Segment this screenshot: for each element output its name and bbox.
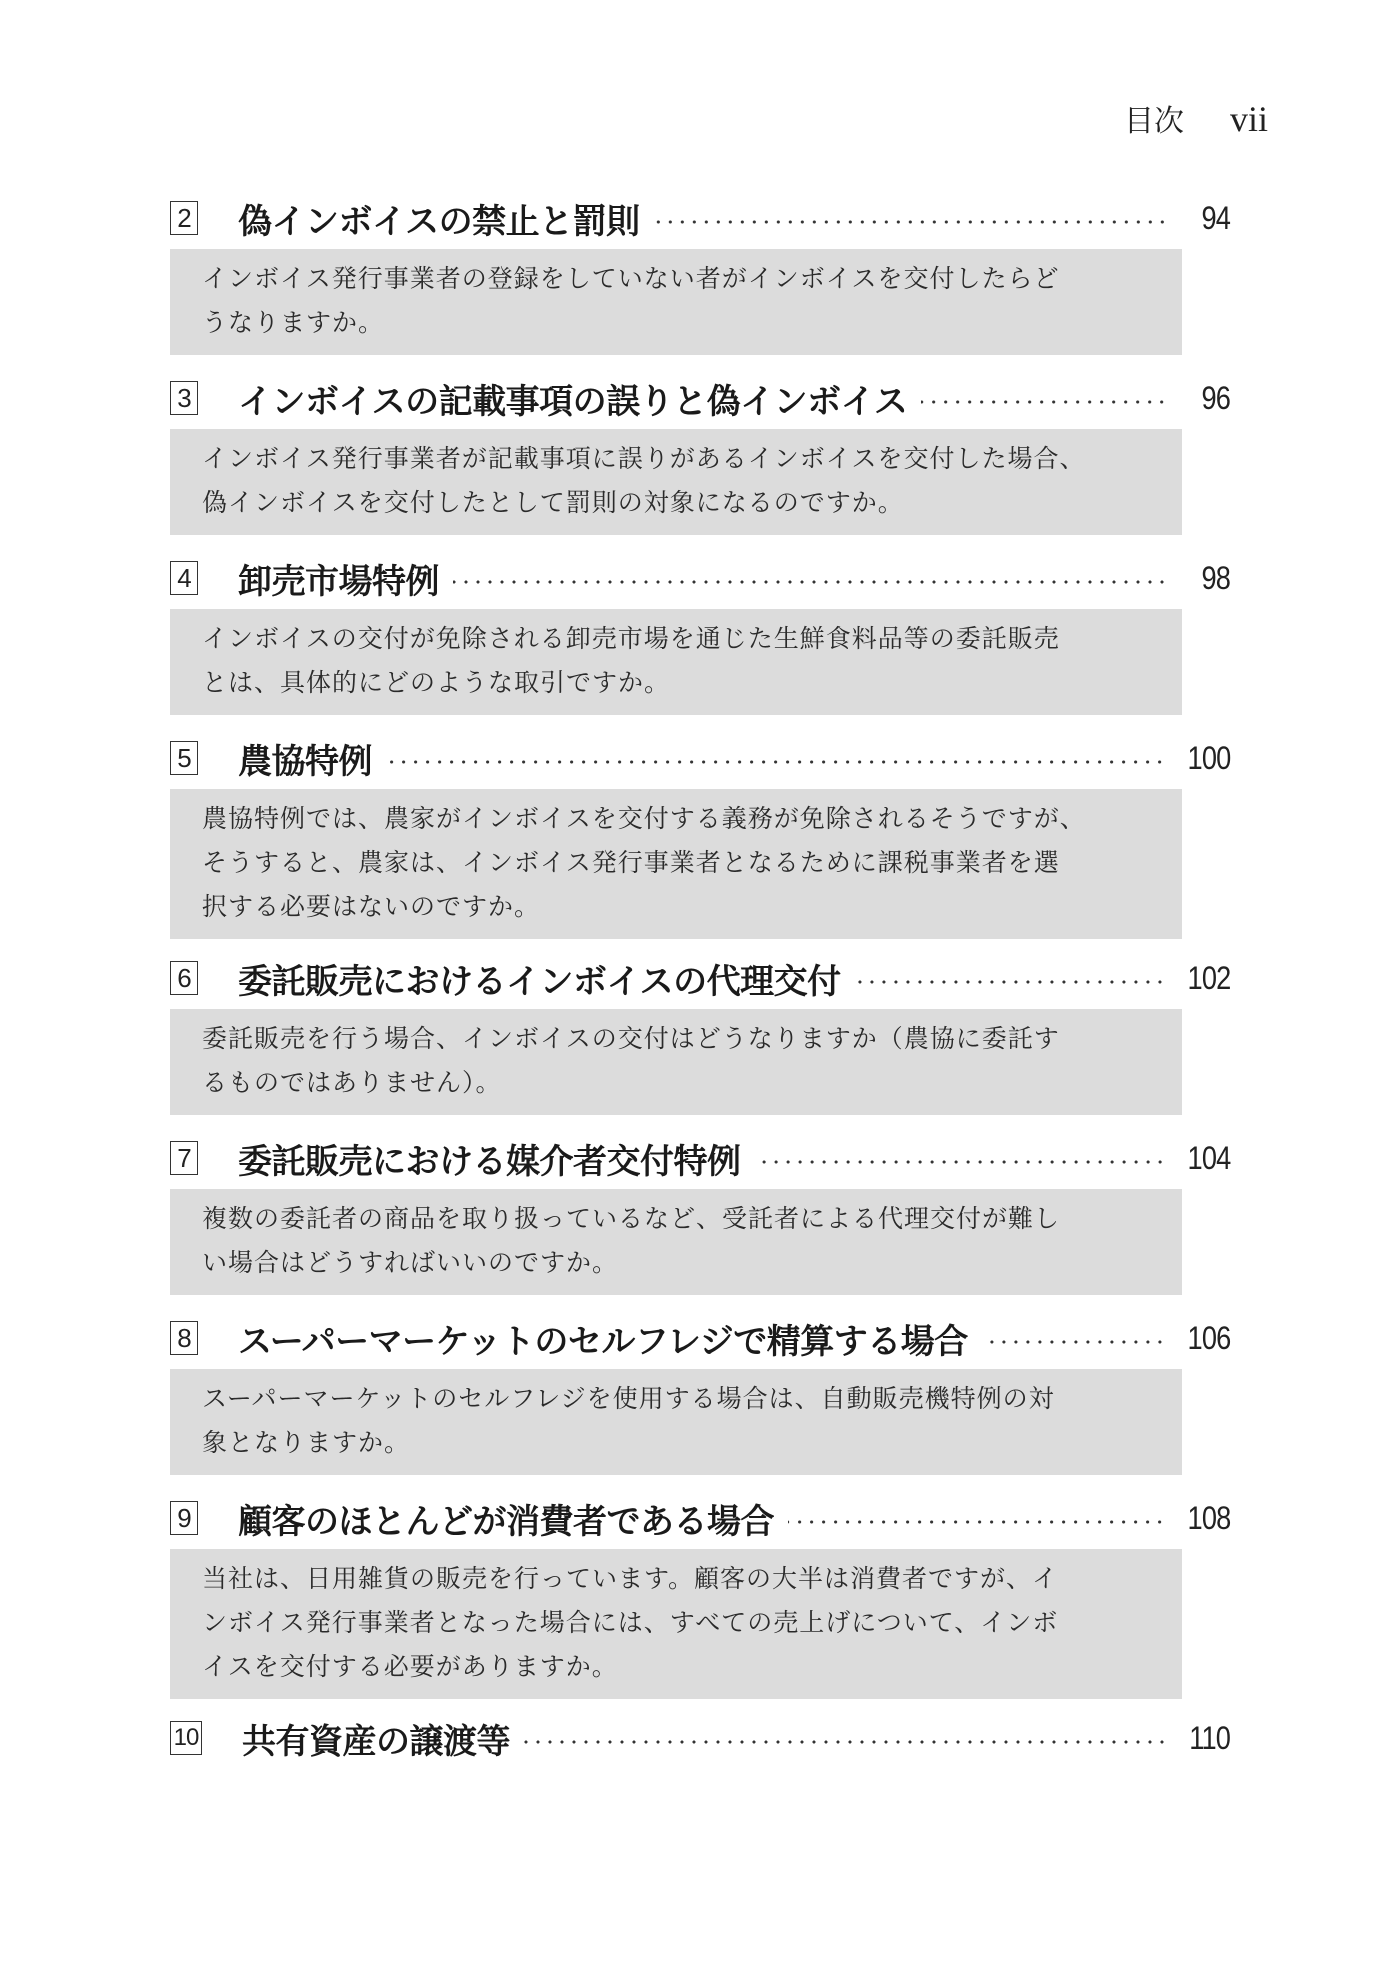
section-title: 委託販売における媒介者交付特例 xyxy=(238,1141,741,1182)
question-line: 農協特例では、農家がインボイスを交付する義務が免除されるそうですが、 xyxy=(202,804,1086,833)
toc-entry-heading[interactable] xyxy=(170,371,1230,425)
section-title: 共有資産の譲渡等 xyxy=(242,1721,510,1762)
toc-entry-heading[interactable] xyxy=(170,731,1230,785)
section-number-box: 8 xyxy=(170,1321,198,1355)
section-title: 委託販売におけるインボイスの代理交付 xyxy=(238,961,841,1002)
dot-leader xyxy=(921,399,1168,405)
toc-entry xyxy=(170,1311,1230,1475)
toc-entry xyxy=(170,731,1230,939)
question-line: 象となりますか。 xyxy=(202,1428,411,1457)
running-head-page-number: vii xyxy=(1229,99,1268,139)
section-number-box: 3 xyxy=(170,381,198,415)
dot-leader xyxy=(755,1159,1166,1165)
question-line: うなりますか。 xyxy=(202,308,385,337)
running-head-title: 目次 xyxy=(1123,104,1184,139)
section-number-box: 9 xyxy=(170,1501,198,1535)
question-line: 当社は、日用雑貨の販売を行っています。顧客の大半は消費者ですが、イ xyxy=(202,1564,1059,1593)
toc-entry-heading[interactable] xyxy=(170,551,1230,605)
section-number-box: 10 xyxy=(170,1721,202,1755)
question-line: い場合はどうすればいいのですか。 xyxy=(202,1248,619,1277)
section-title: 顧客のほとんどが消費者である場合 xyxy=(238,1501,774,1542)
toc-entry-heading[interactable] xyxy=(170,1491,1230,1545)
toc-entry xyxy=(170,191,1230,355)
section-title: 農協特例 xyxy=(238,741,372,782)
question-line: ンボイス発行事業者となった場合には、すべての売上げについて、インボ xyxy=(202,1608,1059,1637)
question-line: とは、具体的にどのような取引ですか。 xyxy=(202,668,671,697)
page-number: 102 xyxy=(1187,959,1230,996)
question-box xyxy=(170,1369,1182,1475)
running-head xyxy=(1124,96,1268,140)
toc-entry-heading[interactable] xyxy=(170,1311,1230,1365)
dot-leader xyxy=(855,979,1166,985)
dot-leader xyxy=(386,759,1166,765)
question-box xyxy=(170,1549,1182,1699)
question-line: 委託販売を行う場合、インボイスの交付はどうなりますか（農協に委託す xyxy=(202,1024,1060,1053)
toc-entry xyxy=(170,371,1230,535)
dot-leader xyxy=(453,579,1168,585)
question-box xyxy=(170,609,1182,715)
section-title: スーパーマーケットのセルフレジで精算する場合 xyxy=(238,1321,968,1362)
question-line: インボイスの交付が免除される卸売市場を通じた生鮮食料品等の委託販売 xyxy=(202,624,1060,653)
dot-leader xyxy=(524,1739,1168,1745)
toc-entry xyxy=(170,1491,1230,1699)
toc-entry xyxy=(170,1711,1230,1765)
question-line: インボイス発行事業者が記載事項に誤りがあるインボイスを交付した場合、 xyxy=(202,444,1086,473)
toc-entry-heading[interactable] xyxy=(170,191,1230,245)
toc-entry xyxy=(170,1131,1230,1295)
page-number: 94 xyxy=(1201,199,1230,236)
question-box xyxy=(170,249,1182,355)
page-number: 98 xyxy=(1201,559,1230,596)
toc-entry-heading[interactable] xyxy=(170,1131,1230,1185)
page-number: 106 xyxy=(1187,1319,1230,1356)
dot-leader xyxy=(788,1519,1166,1525)
section-number-box: 5 xyxy=(170,741,198,775)
question-line: イスを交付する必要がありますか。 xyxy=(202,1652,618,1681)
question-box xyxy=(170,429,1182,535)
page-number: 110 xyxy=(1189,1719,1230,1756)
page-number: 100 xyxy=(1187,739,1230,776)
section-number-box: 4 xyxy=(170,561,198,595)
section-title: インボイスの記載事項の誤りと偽インボイス xyxy=(238,381,908,422)
question-box xyxy=(170,789,1182,939)
section-title: 偽インボイスの禁止と罰則 xyxy=(238,201,640,242)
question-line: 択する必要はないのですか。 xyxy=(202,892,541,921)
question-line: インボイス発行事業者の登録をしていない者がインボイスを交付したらど xyxy=(202,264,1060,293)
section-number-box: 6 xyxy=(170,961,198,995)
toc-entry-heading[interactable] xyxy=(170,951,1230,1005)
toc-entry-heading[interactable] xyxy=(170,1711,1230,1765)
question-line: 偽インボイスを交付したとして罰則の対象になるのですか。 xyxy=(202,488,904,517)
question-line: スーパーマーケットのセルフレジを使用する場合は、自動販売機特例の対 xyxy=(202,1384,1055,1413)
page-number: 104 xyxy=(1187,1139,1230,1176)
section-title: 卸売市場特例 xyxy=(238,561,439,602)
section-number-box: 7 xyxy=(170,1141,198,1175)
question-line: そうすると、農家は、インボイス発行事業者となるために課税事業者を選 xyxy=(202,848,1060,877)
dot-leader xyxy=(654,219,1168,225)
question-box xyxy=(170,1009,1182,1115)
dot-leader xyxy=(982,1339,1166,1345)
question-box xyxy=(170,1189,1182,1295)
section-number-box: 2 xyxy=(170,201,198,235)
page-number: 96 xyxy=(1201,379,1230,416)
question-line: 複数の委託者の商品を取り扱っているなど、受託者による代理交付が難し xyxy=(202,1204,1061,1233)
toc-entry xyxy=(170,551,1230,715)
toc-entry xyxy=(170,951,1230,1115)
question-line: るものではありません）。 xyxy=(202,1068,502,1097)
page-number: 108 xyxy=(1187,1499,1230,1536)
